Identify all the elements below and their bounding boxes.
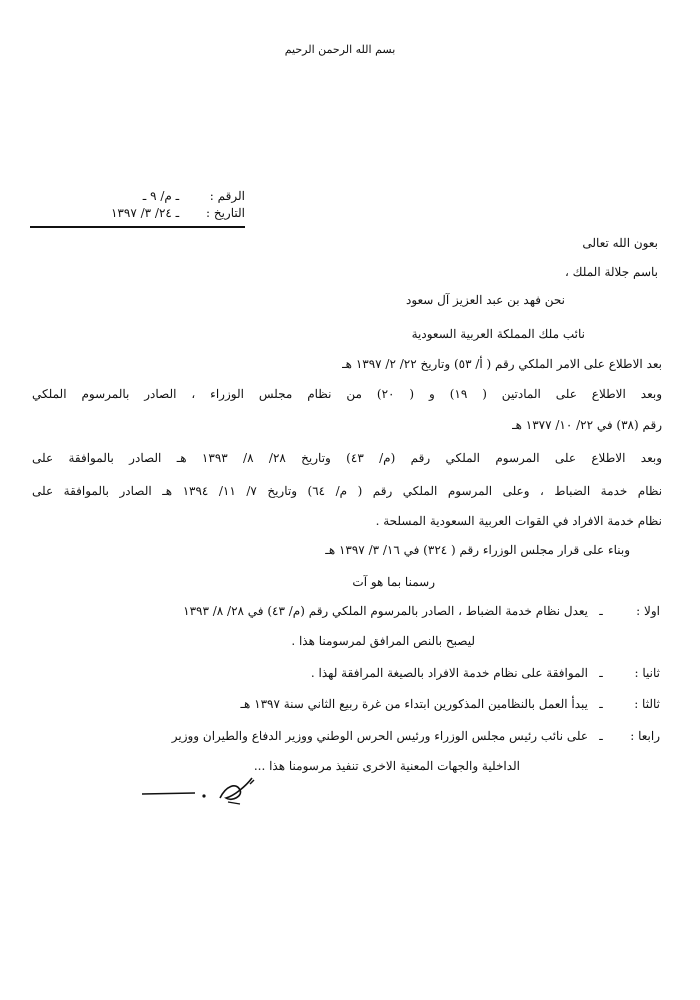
reference-underline [30, 226, 245, 228]
king-line: باسم جلالة الملك ، [564, 265, 658, 279]
signature-mark [140, 772, 270, 812]
clause-continuation: ليصبح بالنص المرافق لمرسومنا هذا . [291, 634, 475, 648]
recital-line: وبعد الاطلاع على المادتين ( ١٩) و ( ٢٠) من نظام مجلس الوزراء ، الصادر بالمرسوم الملكي [32, 387, 662, 401]
reference-date-label: التاريخ : [205, 206, 245, 220]
issuer-name: نحن فهد بن عبد العزيز آل سعود [405, 293, 565, 307]
reference-date-value: ـ ٢٤/ ٣/ ١٣٩٧ [110, 206, 180, 220]
clause-label: ثالثا : [634, 697, 660, 711]
clause-dash: ـ [599, 604, 603, 618]
reference-number-row [30, 188, 245, 205]
reference-block [30, 188, 245, 228]
recital-line: نظام خدمة الافراد في القوات العربية السعودية المسلحة . [375, 514, 662, 528]
clause-text: على نائب رئيس مجلس الوزراء ورئيس الحرس الوطني ووزير الدفاع والطيران ووزير [171, 729, 588, 743]
clause-text: يبدأ العمل بالنظامين المذكورين ابتداء من غرة ربيع الثاني سنة ١٣٩٧ هـ [240, 697, 588, 711]
clause-text: الموافقة على نظام خدمة الافراد بالصيغة المرافقة لهذا . [310, 666, 588, 680]
clause-dash: ـ [599, 697, 603, 711]
clause-label: اولا : [636, 604, 660, 618]
recital-line: وبعد الاطلاع على المرسوم الملكي رقم (م/ ٤٣) وتاريخ ٢٨/ ٨/ ١٣٩٣ هـ الصادر بالموافقة على [32, 451, 663, 465]
opening-line: بعون الله تعالى [582, 236, 658, 250]
basmala: بسم الله الرحمن الرحيم [284, 43, 396, 56]
recital-line: رقم (٣٨) في ٢٢/ ١٠/ ١٣٧٧ هـ [512, 418, 662, 432]
issuer-title: نائب ملك المملكة العربية السعودية [411, 327, 585, 341]
recital-line: بعد الاطلاع على الامر الملكي رقم ( أ/ ٥٣) وتاريخ ٢٢/ ٢/ ١٣٩٧ هـ [342, 357, 662, 371]
reference-number-label: الرقم : [209, 189, 245, 203]
clause-dash: ـ [599, 729, 603, 743]
clause-label: ثانيا : [634, 666, 660, 680]
recital-line: نظام خدمة الضباط ، وعلى المرسوم الملكي رقم ( م/ ٦٤) وتاريخ ٧/ ١١/ ١٣٩٤ هـ الصادر بالموافقة على [32, 484, 663, 498]
clause-text: يعدل نظام خدمة الضباط ، الصادر بالمرسوم الملكي رقم (م/ ٤٣) في ٢٨/ ٨/ ١٣٩٣ [183, 604, 588, 618]
clause-label: رابعا : [630, 729, 660, 743]
enactment-line: رسمنا بما هو آت [352, 575, 435, 589]
recital-line: وبناء على قرار مجلس الوزراء رقم ( ٣٢٤) في ١٦/ ٣/ ١٣٩٧ هـ [325, 543, 630, 557]
clause-continuation: الداخلية والجهات المعنية الاخرى تنفيذ مرسومنا هذا ... [253, 759, 520, 773]
reference-number-value: ـ م/ ٩ ـ [142, 189, 180, 203]
reference-date-row [30, 205, 245, 222]
clause-dash: ـ [599, 666, 603, 680]
